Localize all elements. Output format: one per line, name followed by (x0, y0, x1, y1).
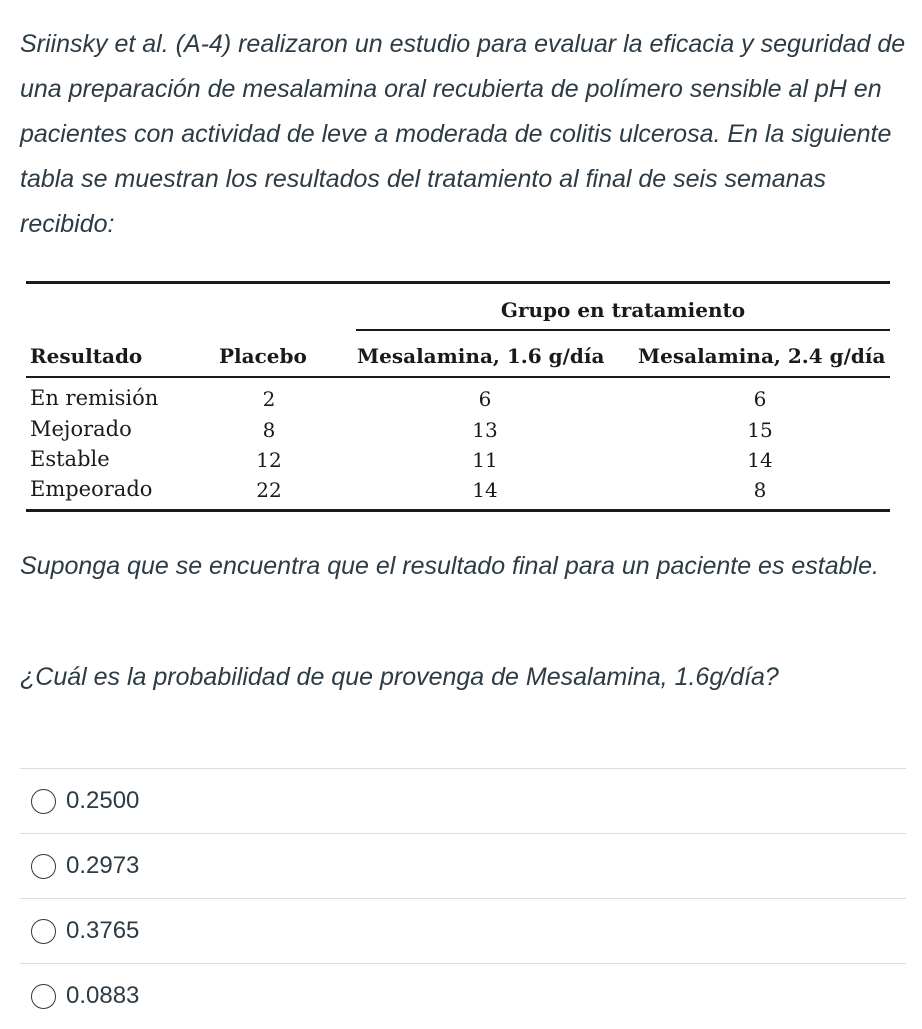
radio-button[interactable] (31, 919, 56, 944)
row-label-empeorado: Empeorado (30, 477, 153, 501)
cell-placebo: 8 (262, 418, 276, 442)
cell-mesalamina-16: 14 (472, 478, 498, 502)
cell-mesalamina-16: 13 (472, 418, 498, 442)
cell-placebo: 2 (262, 387, 276, 411)
answer-options (20, 768, 906, 1028)
row-label-en-remision: En remisión (30, 386, 159, 410)
answer-option-label: 0.0883 (66, 982, 140, 1009)
cell-mesalamina-24: 6 (753, 387, 767, 411)
table-bottom-rule (26, 509, 890, 512)
cell-mesalamina-16: 6 (478, 387, 492, 411)
group-header: Grupo en tratamiento (500, 298, 746, 322)
answer-option-label: 0.2973 (66, 852, 140, 879)
column-header-mesalamina-16: Mesalamina, 1.6 g/día (357, 344, 605, 368)
group-header-rule (356, 329, 890, 331)
answer-option-4[interactable] (20, 964, 906, 1028)
answer-option-label: 0.2500 (66, 787, 140, 814)
cell-placebo: 12 (256, 448, 282, 472)
answer-option-2[interactable] (20, 834, 906, 898)
column-header-mesalamina-24: Mesalamina, 2.4 g/día (638, 344, 886, 368)
radio-button[interactable] (31, 984, 56, 1009)
radio-button[interactable] (31, 854, 56, 879)
table-top-rule (26, 281, 890, 284)
cell-mesalamina-24: 15 (747, 418, 773, 442)
column-header-placebo: Placebo (219, 344, 307, 368)
row-label-estable: Estable (30, 447, 110, 471)
cell-placebo: 22 (256, 478, 282, 502)
cell-mesalamina-16: 11 (472, 448, 498, 472)
supposition-text: Suponga que se encuentra que el resultado final para un paciente es estable. (20, 552, 879, 580)
cell-mesalamina-24: 8 (753, 478, 767, 502)
row-label-mejorado: Mejorado (30, 417, 132, 441)
radio-button[interactable] (31, 789, 56, 814)
question-intro-text: Sriinsky et al. (A-4) realizaron un estudio para evaluar la eficacia y seguridad de una preparación de mesalamina oral recubierta de polímero sensible al pH en pacientes con actividad de leve a moderada de colitis ulcerosa. En la siguiente tabla se muestran los resultados del tratamiento al final de seis semanas recibido: (20, 30, 906, 238)
cell-mesalamina-24: 14 (747, 448, 773, 472)
column-header-resultado: Resultado (30, 344, 143, 368)
question-text: ¿Cuál es la probabilidad de que provenga de Mesalamina, 1.6g/día? (20, 663, 779, 691)
answer-option-3[interactable] (20, 899, 906, 963)
answer-option-label: 0.3765 (66, 917, 140, 944)
header-rule (26, 376, 890, 378)
answer-option-1[interactable] (20, 769, 906, 833)
